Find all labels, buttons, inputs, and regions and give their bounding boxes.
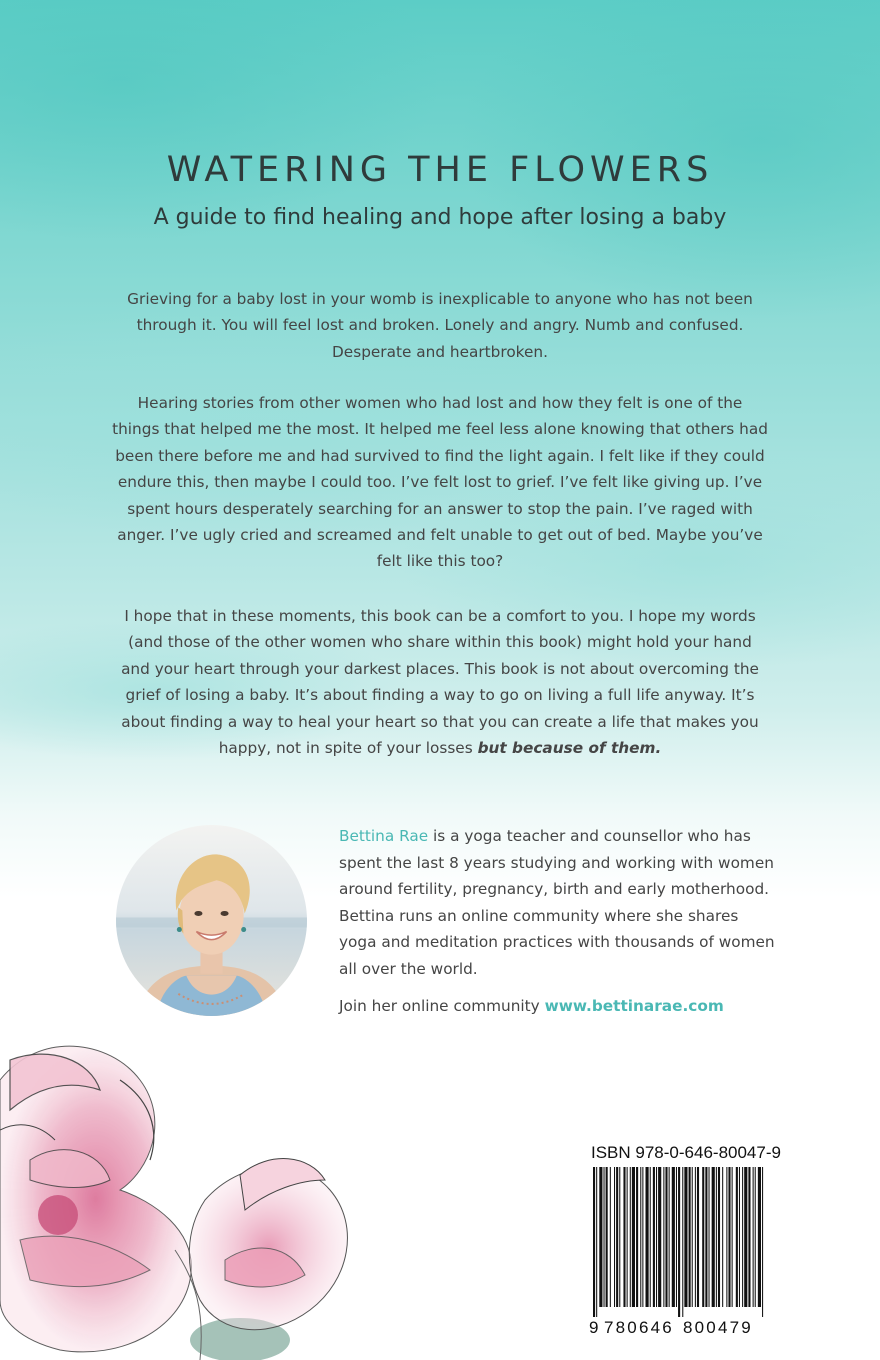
barcode-bar <box>658 1167 661 1307</box>
barcode-bar <box>619 1167 620 1307</box>
isbn-barcode <box>591 1167 767 1317</box>
barcode-bar <box>653 1167 655 1307</box>
barcode-bar <box>672 1167 675 1307</box>
barcode-bar <box>650 1167 651 1307</box>
barcode-bar <box>712 1167 715 1307</box>
barcode-bar <box>610 1167 611 1307</box>
blurb-emphasis: but because of them. <box>477 739 662 758</box>
barcode-bar <box>616 1167 618 1307</box>
barcode-bar <box>736 1167 738 1307</box>
barcode-bar <box>665 1167 667 1307</box>
barcode-bar <box>599 1167 602 1307</box>
barcode-bar <box>702 1167 704 1307</box>
barcode-bar <box>606 1167 608 1307</box>
barcode-bar <box>716 1167 717 1307</box>
blurb-paragraph-3 <box>112 603 768 761</box>
join-community <box>339 997 724 1015</box>
barcode-bar <box>640 1167 641 1307</box>
barcode-bar <box>732 1167 733 1307</box>
barcode-bar <box>614 1167 615 1307</box>
barcode-bar <box>678 1167 680 1317</box>
book-subtitle: A guide to find healing and hope after losing a baby <box>153 205 727 230</box>
barcode-bar <box>669 1167 670 1307</box>
blurb-paragraph-3-text: I hope that in these moments, this book can be a comfort to you. I hope my words (and those of the other women who share within this book) might hold your hand and your heart through your darkest places. This book is not about overcoming the grief of losing a baby. It’s about finding a way to go on living a full life anyway. It’s about finding a way to heal your heart so that you can create a life that makes you happy, not in spite of your losses <box>121 607 759 758</box>
barcode-bar <box>705 1167 707 1307</box>
book-title: WATERING THE FLOWERS <box>166 150 714 190</box>
barcode-bar <box>646 1167 649 1307</box>
barcode-bar <box>722 1167 723 1307</box>
author-bio-text: is a yoga teacher and counsellor who has spent the last 8 years studying and working with women around fertility, pregnancy, birth and early motherhood. Bettina runs an online community where she shares yoga and meditation practices with thousands of women all over the world. <box>339 827 775 978</box>
barcode-bar <box>593 1167 595 1317</box>
author-bio <box>339 823 779 982</box>
barcode-bar <box>758 1167 761 1307</box>
barcode-bar <box>755 1167 756 1307</box>
barcode-bar <box>692 1167 693 1307</box>
barcode-bar <box>689 1167 691 1307</box>
blurb-paragraph-2: Hearing stories from other women who had lost and how they felt is one of the things that helped me the most. It helped me feel less alone knowing that others had been there before me and had survived to find the light again. I felt like if they could endure this, then maybe I could too. I’ve felt lost to grief. I’ve felt like giving up. I’ve spent hours desperately searching for an answer to stop the pain. I’ve raged with anger. I’ve ugly cried and screamed and felt unable to get out of bed. Maybe you’ve felt like this too? <box>112 394 768 571</box>
barcode-bar <box>709 1167 710 1307</box>
barcode-bar <box>596 1167 597 1317</box>
barcode-bar <box>632 1167 635 1307</box>
barcode-bar <box>642 1167 643 1307</box>
barcode-bar <box>656 1167 657 1307</box>
barcode-bar <box>697 1167 699 1307</box>
barcode-bar <box>728 1167 730 1307</box>
author-name: Bettina Rae <box>339 827 429 845</box>
barcode-bar <box>684 1167 687 1307</box>
barcode-bar <box>682 1167 683 1317</box>
barcode-bar <box>663 1167 664 1307</box>
barcode-bar <box>623 1167 625 1307</box>
barcode-bar <box>630 1167 631 1307</box>
barcode-bar <box>762 1167 763 1317</box>
barcode-bar <box>627 1167 628 1307</box>
barcode-bar <box>753 1167 754 1307</box>
barcode-digits-left: 780646 <box>604 1318 674 1337</box>
author-website-link[interactable]: www.bettinarae.com <box>544 997 724 1015</box>
barcode-digits-right: 800479 <box>683 1318 753 1337</box>
barcode-bar <box>739 1167 740 1307</box>
author-photo <box>116 825 307 1016</box>
barcode-bar <box>636 1167 638 1307</box>
barcode-bar <box>676 1167 677 1307</box>
barcode-bar <box>742 1167 743 1307</box>
isbn-label: ISBN 978-0-646-80047-9 <box>591 1143 781 1162</box>
barcode-digit-first: 9 <box>589 1318 599 1337</box>
barcode-bar <box>748 1167 750 1307</box>
barcode-bar <box>744 1167 747 1307</box>
barcode-bar <box>695 1167 696 1307</box>
barcode-bar <box>718 1167 720 1307</box>
barcode-bar <box>604 1167 605 1307</box>
barcode-bar <box>726 1167 727 1307</box>
blurb-paragraph-1: Grieving for a baby lost in your womb is inexplicable to anyone who has not been through it. You will feel lost and broken. Lonely and angry. Numb and confused. Desperate and heartbroken. <box>127 290 753 361</box>
join-text: Join her online community <box>339 997 545 1015</box>
peony-illustration <box>0 1040 420 1360</box>
